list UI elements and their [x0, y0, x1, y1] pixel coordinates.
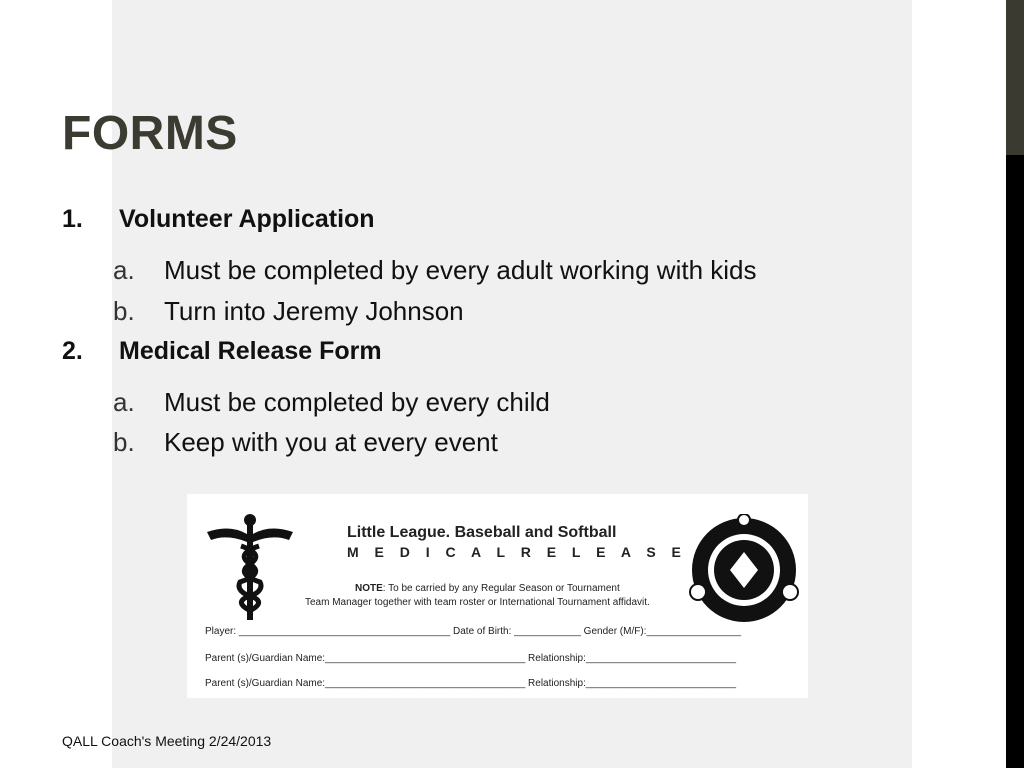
guardian-field-row-2: Parent (s)/Guardian Name:____________________________________ Relationship:___________________________ [205, 678, 737, 689]
caduceus-icon [205, 512, 295, 622]
subitem-keep-with-you [113, 427, 498, 458]
medical-release-form-image [187, 494, 808, 698]
item-number: 2. [62, 337, 83, 365]
slide-title: FORMS [62, 107, 238, 160]
subitem-letter: a. [113, 255, 135, 285]
form-heading: Little League. Baseball and Softball [347, 524, 617, 541]
subitem-turn-in [113, 296, 464, 327]
form-note-line-1 [355, 583, 620, 594]
form-subheading: M E D I C A L R E L E A S E [347, 544, 687, 560]
subitem-text: Turn into Jeremy Johnson [164, 296, 464, 326]
subitem-letter: b. [113, 427, 135, 457]
list-item-volunteer-application [62, 205, 375, 234]
guardian-field-row-1: Parent (s)/Guardian Name:____________________________________ Relationship:___________________________ [205, 653, 737, 664]
form-note-line-2: Team Manager together with team roster or International Tournament affidavit. [305, 597, 650, 608]
subitem-adult-completion [113, 255, 757, 286]
subitem-text: Must be completed by every child [164, 387, 550, 417]
subitem-letter: a. [113, 387, 135, 417]
player-field-row: Player: ______________________________________ Date of Birth: ____________ Gender (M/F):_________________ [205, 626, 742, 637]
note-text: : To be carried by any Regular Season or Tournament [382, 583, 620, 594]
side-bar-accent [1006, 0, 1024, 155]
list-item-medical-release-form [62, 337, 382, 366]
subitem-child-completion [113, 387, 550, 418]
note-label: NOTE [355, 583, 383, 594]
little-league-seal-icon [688, 514, 800, 626]
slide-footer: QALL Coach's Meeting 2/24/2013 [62, 733, 272, 749]
item-number: 1. [62, 205, 83, 233]
item-label: Volunteer Application [119, 205, 375, 233]
item-label: Medical Release Form [119, 337, 382, 365]
subitem-text: Must be completed by every adult working with kids [164, 255, 757, 285]
subitem-letter: b. [113, 296, 135, 326]
subitem-text: Keep with you at every event [164, 427, 498, 457]
